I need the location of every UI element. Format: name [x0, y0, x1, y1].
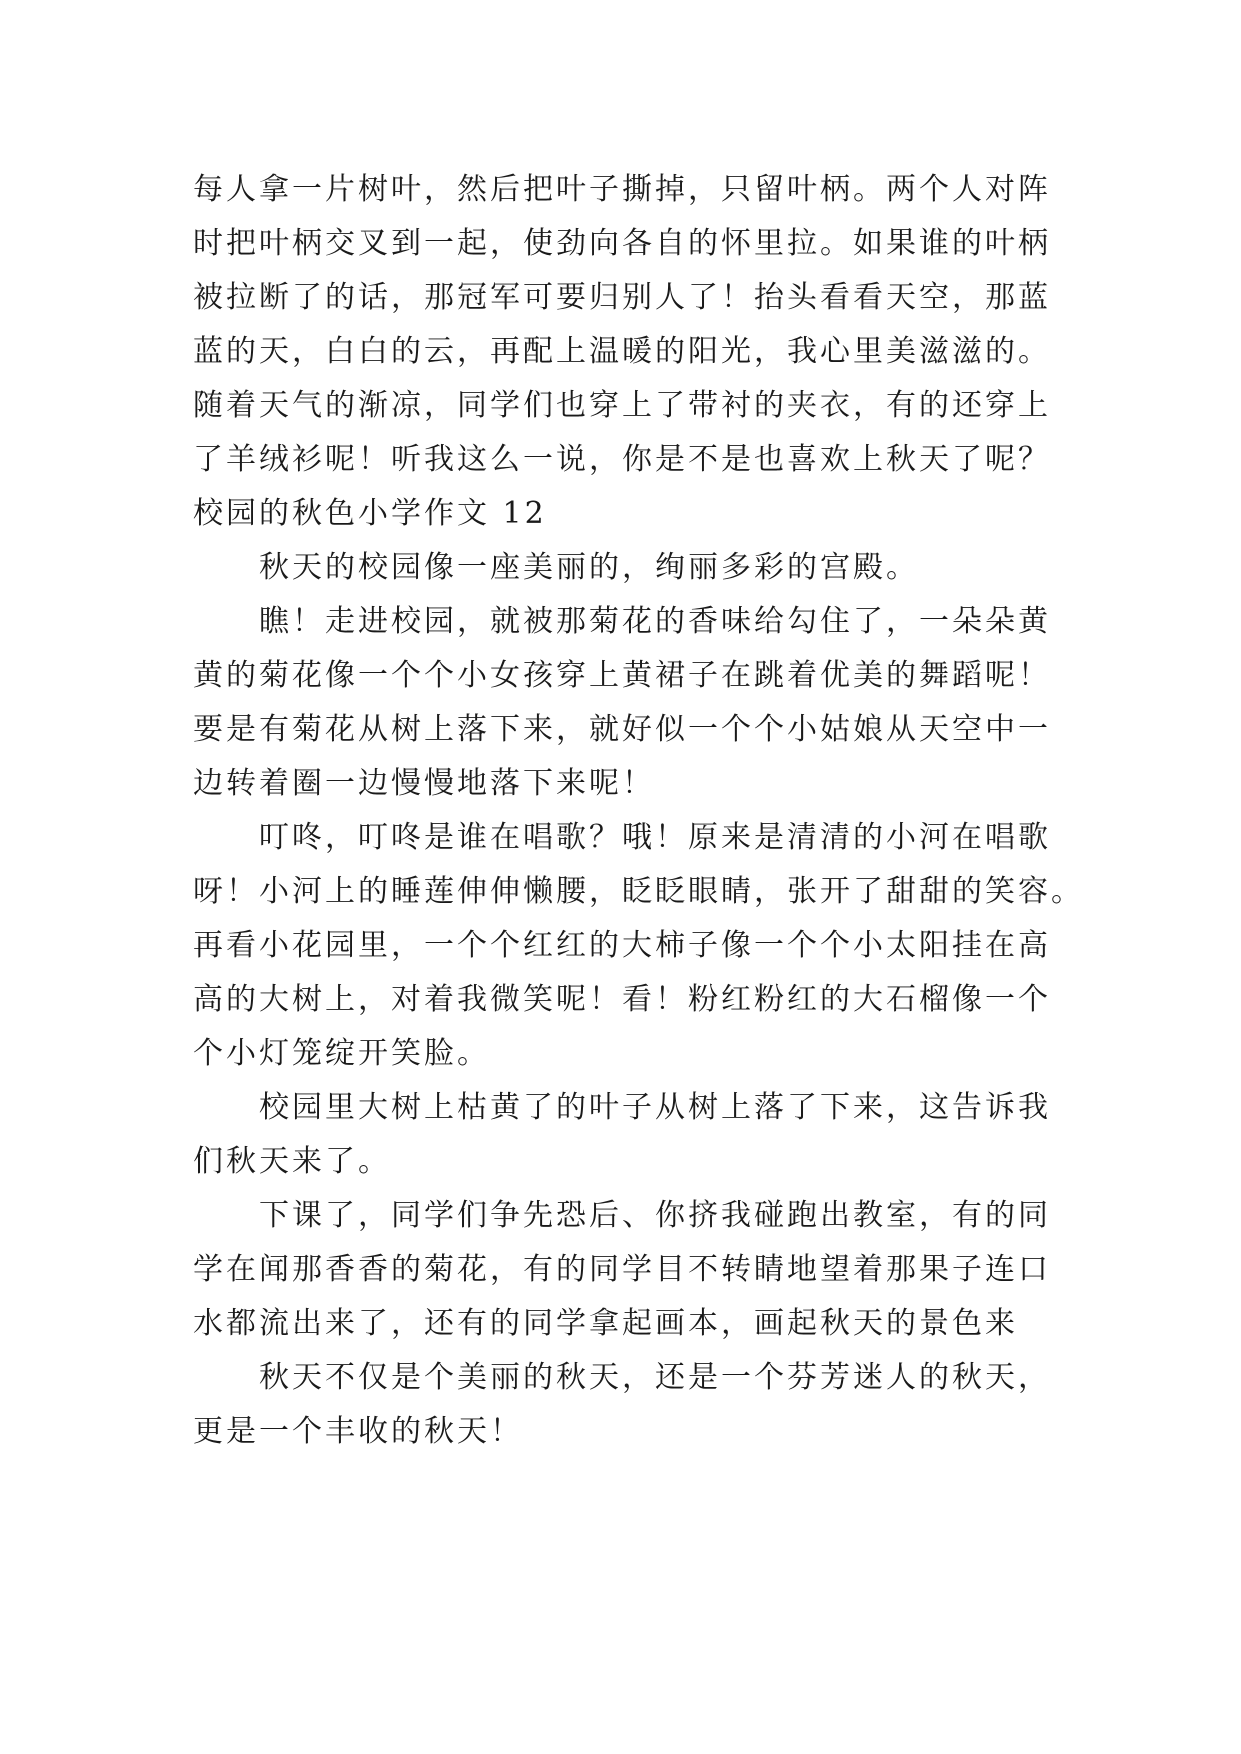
- text-line: 秋天不仅是个美丽的秋天，还是一个芬芳迷人的秋天，: [259, 1360, 1051, 1395]
- text-line: 叮咚，叮咚是谁在唱歌？哦！原来是清清的小河在唱歌: [259, 820, 1051, 855]
- text-line: 下课了，同学们争先恐后、你挤我碰跑出教室，有的同: [259, 1198, 1051, 1233]
- text-line: 再看小花园里，一个个红红的大柿子像一个个小太阳挂在高: [193, 928, 1051, 963]
- essay-text: [193, 163, 1084, 1459]
- text-line: 秋天的校园像一座美丽的，绚丽多彩的宫殿。: [259, 550, 919, 585]
- text-line: 时把叶柄交叉到一起，使劲向各自的怀里拉。如果谁的叶柄: [193, 226, 1051, 261]
- text-line: 高的大树上，对着我微笑呢！看！粉红粉红的大石榴像一个: [193, 982, 1051, 1017]
- text-line: 黄的菊花像一个个小女孩穿上黄裙子在跳着优美的舞蹈呢！: [193, 658, 1051, 693]
- text-line: 水都流出来了，还有的同学拿起画本，画起秋天的景色来: [193, 1306, 1018, 1341]
- text-line: 要是有菊花从树上落下来，就好似一个个小姑娘从天空中一: [193, 712, 1051, 747]
- text-line: 了羊绒衫呢！听我这么一说，你是不是也喜欢上秋天了呢？: [193, 442, 1051, 477]
- text-line: 每人拿一片树叶，然后把叶子撕掉，只留叶柄。两个人对阵: [193, 172, 1051, 207]
- text-line: 校园里大树上枯黄了的叶子从树上落了下来，这告诉我: [259, 1090, 1051, 1125]
- text-line: 瞧！走进校园，就被那菊花的香味给勾住了，一朵朵黄: [259, 604, 1051, 639]
- text-line: 随着天气的渐凉，同学们也穿上了带衬的夹衣，有的还穿上: [193, 388, 1051, 423]
- text-line: 更是一个丰收的秋天！: [193, 1414, 523, 1449]
- text-line: 个小灯笼绽开笑脸。: [193, 1036, 490, 1071]
- text-line: 呀！小河上的睡莲伸伸懒腰，眨眨眼睛，张开了甜甜的笑容。: [193, 874, 1084, 909]
- text-line: 被拉断了的话，那冠军可要归别人了！抬头看看天空，那蓝: [193, 280, 1051, 315]
- text-line: 边转着圈一边慢慢地落下来呢！: [193, 766, 655, 801]
- text-line: 校园的秋色小学作文 12: [193, 496, 547, 531]
- text-line: 们秋天来了。: [193, 1144, 391, 1179]
- text-line: 学在闻那香香的菊花，有的同学目不转睛地望着那果子连口: [193, 1252, 1051, 1287]
- text-line: 蓝的天，白白的云，再配上温暖的阳光，我心里美滋滋的。: [193, 334, 1051, 369]
